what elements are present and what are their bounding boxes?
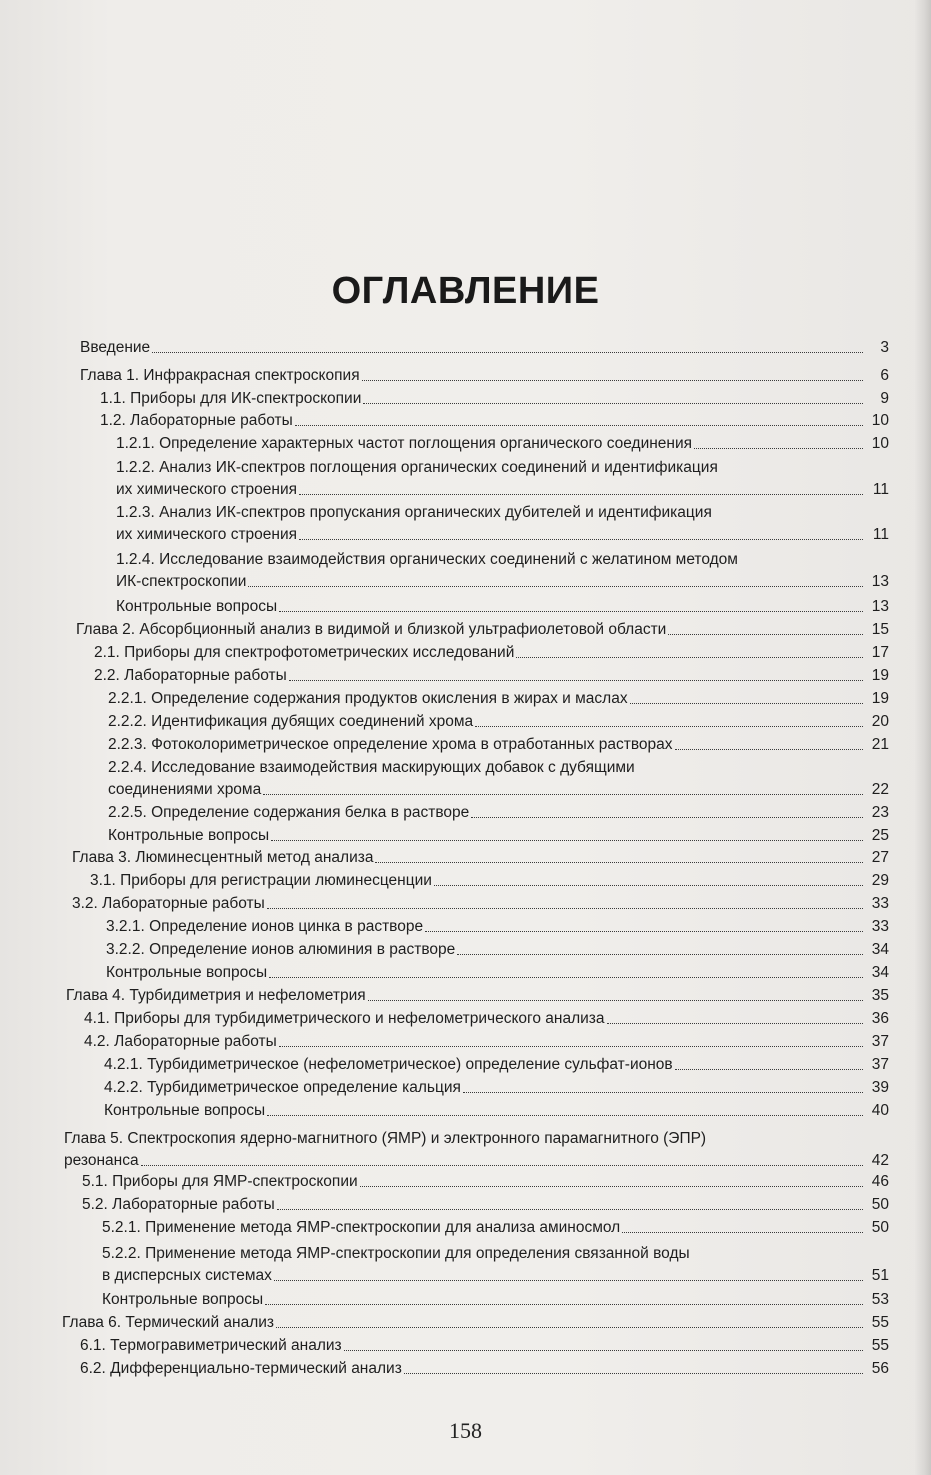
toc-entry-title: 4.2.1. Турбидиметрическое (нефелометрическое) определение сульфат-ионов [104, 1056, 673, 1073]
toc-entry-page: 11 [872, 526, 889, 543]
toc-entry-title: 5.2.1. Применение метода ЯМР-спектроскопии для анализа аминосмол [102, 1219, 621, 1236]
toc-entry [94, 643, 889, 662]
toc-entry-line [66, 986, 889, 1005]
toc-entry [76, 620, 889, 639]
toc-entry [104, 1078, 889, 1097]
toc-entry [106, 917, 889, 936]
dot-leader [622, 1232, 863, 1233]
toc-entry-line [116, 572, 889, 591]
toc-entry-title-continuation: ИК-спектроскопии [116, 573, 247, 590]
toc-entry-page: 15 [871, 621, 889, 638]
toc-entry-line [108, 780, 889, 799]
dot-leader [694, 448, 863, 449]
toc-entry [90, 871, 889, 890]
toc-entry-title: 3.2. Лабораторные работы [72, 895, 265, 912]
toc-entry [72, 848, 889, 867]
dot-leader [516, 657, 863, 658]
dot-leader [360, 1186, 863, 1187]
dot-leader [471, 817, 863, 818]
toc-entry [84, 1032, 889, 1051]
dot-leader [675, 1069, 863, 1070]
toc-entry-title-continuation: соединениями хрома [108, 781, 262, 798]
toc-entry-line [106, 963, 889, 982]
toc-entry-page: 33 [871, 895, 889, 912]
dot-leader [141, 1165, 863, 1166]
toc-entry-line [108, 803, 889, 822]
toc-entry-title: 6.2. Дифференциально-термический анализ [80, 1360, 402, 1377]
toc-entry-line [108, 689, 889, 708]
toc-entry [108, 758, 889, 799]
dot-leader [279, 1046, 863, 1047]
dot-leader [425, 931, 863, 932]
toc-entry-page: 40 [871, 1102, 889, 1119]
dot-leader [271, 840, 863, 841]
toc-entry-page: 50 [871, 1196, 889, 1213]
toc-entry-page: 55 [871, 1314, 889, 1331]
toc-entry [66, 986, 889, 1005]
toc-entry-page: 10 [871, 435, 889, 452]
toc-entry-title: 2.1. Приборы для спектрофотометрических исследований [94, 644, 515, 661]
dot-leader [299, 539, 863, 540]
toc-entry-page: 29 [871, 872, 889, 889]
toc-entry-page: 37 [871, 1056, 889, 1073]
toc-entry-line [104, 1078, 889, 1097]
toc-entry-line [102, 1218, 889, 1237]
toc-entry-page: 51 [871, 1267, 889, 1284]
dot-leader [299, 494, 863, 495]
toc-entry-line [116, 525, 889, 544]
toc-entry-line [116, 597, 889, 616]
toc-entry-page: 10 [871, 412, 889, 429]
toc-entry [94, 666, 889, 685]
toc-entry-page: 9 [880, 390, 889, 407]
toc-entry [108, 803, 889, 822]
toc-entry-title: Глава 5. Спектроскопия ядерно-магнитного (ЯМР) и электронного парамагнитного (ЭПР) [64, 1130, 707, 1147]
toc-entry-page: 11 [872, 481, 889, 498]
toc-entry [108, 826, 889, 845]
toc-entry [116, 434, 889, 453]
toc-entry-line [84, 1009, 889, 1028]
toc-entry-title: Глава 6. Термический анализ [62, 1314, 275, 1331]
toc-entry-title: Введение [80, 339, 151, 356]
toc-entry-line [82, 1172, 889, 1191]
toc-entry-page: 20 [871, 713, 889, 730]
toc-entry-title: 4.2. Лабораторные работы [84, 1033, 277, 1050]
dot-leader [277, 1209, 863, 1210]
toc-entry-page: 37 [871, 1033, 889, 1050]
toc-entry-line [64, 1151, 889, 1170]
page-title: ОГЛАВЛЕНИЕ [331, 270, 600, 312]
toc-entry-title: 2.2.2. Идентификация дубящих соединений хрома [108, 713, 474, 730]
toc-entry-title-continuation: их химического строения [116, 481, 298, 498]
toc-entry-line [80, 366, 889, 385]
dot-leader [248, 586, 863, 587]
toc-entry [82, 1172, 889, 1191]
toc-entry-line [108, 735, 889, 754]
toc-entry-line [100, 389, 889, 408]
toc-entry-page: 55 [871, 1337, 889, 1354]
toc-entry-page: 34 [871, 964, 889, 981]
dot-leader [279, 611, 863, 612]
toc-entry-page: 22 [871, 781, 889, 798]
dot-leader [630, 703, 863, 704]
toc-entry-line [106, 917, 889, 936]
toc-entry-line [108, 712, 889, 731]
toc-entry [102, 1218, 889, 1237]
toc-entry-page: 27 [871, 849, 889, 866]
toc-entry [100, 389, 889, 408]
toc-entry-title-continuation: в дисперсных системах [102, 1267, 272, 1284]
toc-entry-title: Контрольные вопросы [116, 598, 278, 615]
toc-entry [102, 1290, 889, 1309]
toc-entry [82, 1195, 889, 1214]
toc-entry [102, 1244, 889, 1285]
page-number: 158 [449, 1418, 482, 1443]
toc-entry-title: 1.1. Приборы для ИК-спектроскопии [100, 390, 362, 407]
toc-entry [64, 1129, 889, 1170]
toc-entry [72, 894, 889, 913]
toc-entry-title: 1.2.2. Анализ ИК-спектров поглощения органических соединений и идентификация [116, 459, 718, 476]
toc-entry [106, 963, 889, 982]
dot-leader [404, 1373, 863, 1374]
toc-entry-line [104, 1055, 889, 1074]
toc-entry [104, 1055, 889, 1074]
toc-entry-line [102, 1266, 889, 1285]
toc-entry-title: 3.2.2. Определение ионов алюминия в растворе [106, 941, 456, 958]
toc-entry-title: 1.2. Лабораторные работы [100, 412, 293, 429]
toc-entry-title: Контрольные вопросы [108, 827, 270, 844]
dot-leader [344, 1350, 863, 1351]
toc-entry-title: 6.1. Термогравиметрический анализ [80, 1337, 342, 1354]
toc-entry-line [116, 434, 889, 453]
toc-entry-title: Контрольные вопросы [102, 1291, 264, 1308]
toc-entry-page: 42 [871, 1152, 889, 1169]
dot-leader [475, 726, 863, 727]
toc-entry-line [72, 848, 889, 867]
dot-leader [295, 425, 863, 426]
toc-entry-page: 13 [871, 573, 889, 590]
toc-entry-title: 5.1. Приборы для ЯМР-спектроскопии [82, 1173, 358, 1190]
toc-entry-title: 5.2.2. Применение метода ЯМР-спектроскопии для определения связанной воды [102, 1245, 690, 1262]
toc-entry-page: 21 [871, 736, 889, 753]
toc-entry-title: 2.2.5. Определение содержания белка в растворе [108, 804, 470, 821]
dot-leader [267, 908, 863, 909]
toc-entry-title: 1.2.1. Определение характерных частот поглощения органического соединения [116, 435, 693, 452]
toc-entry-title: 5.2. Лабораторные работы [82, 1196, 275, 1213]
toc-entry [116, 597, 889, 616]
dot-leader [675, 749, 863, 750]
page-edge [915, 0, 931, 1475]
dot-leader [269, 977, 863, 978]
toc-entry-line [104, 1101, 889, 1120]
toc-entry-page: 46 [871, 1173, 889, 1190]
toc-entry-title: 1.2.3. Анализ ИК-спектров пропускания органических дубителей и идентификация [116, 504, 712, 521]
toc-entry-line [80, 1359, 889, 1378]
dot-leader [457, 954, 863, 955]
toc-entry-page: 56 [871, 1360, 889, 1377]
toc-entry-line [102, 1290, 889, 1309]
toc-entry-line [62, 1313, 889, 1332]
toc-entry-page: 23 [871, 804, 889, 821]
toc-entry-title-continuation: их химического строения [116, 526, 298, 543]
dot-leader [363, 403, 863, 404]
toc-entry-line [106, 940, 889, 959]
dot-leader [263, 794, 863, 795]
dot-leader [375, 862, 863, 863]
dot-leader [607, 1023, 863, 1024]
toc-entry-page: 13 [871, 598, 889, 615]
toc-entry [80, 338, 889, 357]
toc-entry-line [100, 411, 889, 430]
toc-entry [108, 689, 889, 708]
toc-entry-title: 1.2.4. Исследование взаимодействия органических соединений с желатином методом [116, 551, 738, 568]
toc-entry [80, 1359, 889, 1378]
toc-entry-line [82, 1195, 889, 1214]
toc-entry-title: Контрольные вопросы [104, 1102, 266, 1119]
dot-leader [668, 634, 863, 635]
toc-entry-title: Глава 4. Турбидиметрия и нефелометрия [66, 987, 366, 1004]
toc-entry-title: 3.2.1. Определение ионов цинка в растворе [106, 918, 424, 935]
toc-entry-title: 3.1. Приборы для регистрации люминесценции [90, 872, 432, 889]
dot-leader [152, 352, 863, 353]
toc-entry-page: 25 [871, 827, 889, 844]
toc-entry [104, 1101, 889, 1120]
toc-entry-line [108, 826, 889, 845]
toc-entry-line [90, 871, 889, 890]
toc-entry-page: 17 [871, 644, 889, 661]
toc-entry-page: 19 [871, 667, 889, 684]
toc-entry [106, 940, 889, 959]
dot-leader [463, 1092, 863, 1093]
toc-entry-line [80, 338, 889, 357]
dot-leader [265, 1304, 863, 1305]
toc-entry-page: 3 [880, 339, 889, 356]
toc-entry-page: 50 [871, 1219, 889, 1236]
toc-entry-line [94, 643, 889, 662]
toc-entry [116, 503, 889, 544]
toc-entry-title: 2.2.1. Определение содержания продуктов окисления в жирах и маслах [108, 690, 628, 707]
toc-entry-page: 19 [871, 690, 889, 707]
dot-leader [267, 1115, 863, 1116]
toc-entry-page: 36 [871, 1010, 889, 1027]
toc-entry-line [80, 1336, 889, 1355]
dot-leader [274, 1280, 863, 1281]
toc-entry [116, 458, 889, 499]
toc-entry-title: Глава 1. Инфракрасная спектроскопия [80, 367, 360, 384]
toc-entry-title: 2.2.3. Фотоколориметрическое определение хрома в отработанных растворах [108, 736, 673, 753]
toc-entry [62, 1313, 889, 1332]
dot-leader [362, 380, 863, 381]
toc-entry-title: 4.1. Приборы для турбидиметрического и нефелометрического анализа [84, 1010, 605, 1027]
toc-entry [84, 1009, 889, 1028]
toc-entry-title: Контрольные вопросы [106, 964, 268, 981]
toc-entry-line [76, 620, 889, 639]
toc-entry [100, 411, 889, 430]
toc-entry-title-continuation: резонанса [64, 1152, 139, 1169]
toc-entry-title: Глава 3. Люминесцентный метод анализа [72, 849, 374, 866]
dot-leader [434, 885, 863, 886]
toc-entry-title: 4.2.2. Турбидиметрическое определение кальция [104, 1079, 461, 1096]
toc-entry-line [116, 480, 889, 499]
toc-entry-page: 6 [880, 367, 889, 384]
toc-entry [108, 712, 889, 731]
dot-leader [368, 1000, 863, 1001]
toc-entry-line [94, 666, 889, 685]
toc-entry [80, 1336, 889, 1355]
dot-leader [289, 680, 863, 681]
toc-entry-page: 39 [871, 1079, 889, 1096]
toc-entry [116, 550, 889, 591]
toc-entry-title: 2.2.4. Исследование взаимодействия маскирующих добавок с дубящими [108, 759, 635, 776]
dot-leader [276, 1327, 863, 1328]
toc-entry-page: 35 [871, 987, 889, 1004]
toc-entry-line [84, 1032, 889, 1051]
toc-entry-title: Глава 2. Абсорбционный анализ в видимой и близкой ультрафиолетовой области [76, 621, 667, 638]
toc-entry-page: 33 [871, 918, 889, 935]
toc-entry-title: 2.2. Лабораторные работы [94, 667, 287, 684]
toc-entry [108, 735, 889, 754]
toc-entry [80, 366, 889, 385]
toc-entry-page: 34 [871, 941, 889, 958]
toc-entry-page: 53 [871, 1291, 889, 1308]
toc-entry-line [72, 894, 889, 913]
